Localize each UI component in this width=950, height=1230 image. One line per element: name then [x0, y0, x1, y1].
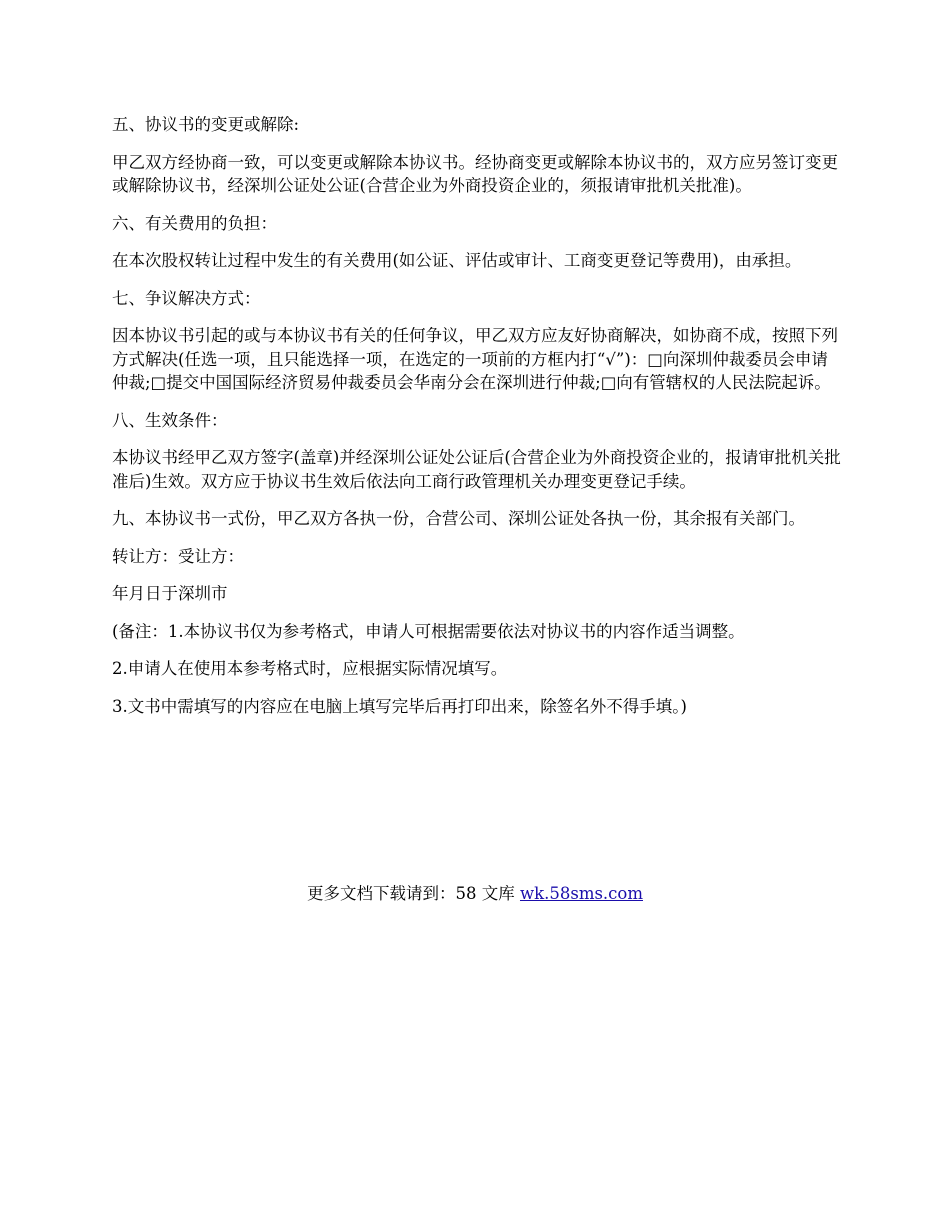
section-7-text: 因本协议书引起的或与本协议书有关的任何争议，甲乙双方应友好协商解决，如协商不成，按照下列方式解决(任选一项，且只能选择一项，在选定的一项前的方框内打“√”)：□向深圳仲裁委员会申请仲裁;□提交中国国际经济贸易仲裁委员会华南分会在深圳进行仲裁;□向有管辖权的人民法院起诉。	[112, 326, 838, 392]
note-1: (备注：1.本协议书仅为参考格式，申请人可根据需要依法对协议书的内容作适当调整。	[112, 621, 745, 641]
section-5-heading: 五、协议书的变更或解除:	[112, 115, 300, 134]
section-7-heading: 七、争议解决方式：	[112, 288, 261, 308]
parties-line: 转让方：受让方：	[112, 546, 244, 566]
footer-link[interactable]: wk.58sms.com	[519, 884, 643, 903]
section-6-text: 在本次股权转让过程中发生的有关费用(如公证、评估或审计、工商变更登记等费用)，由承担。	[112, 251, 802, 270]
download-footer	[0, 882, 950, 905]
section-6-heading: 六、有关费用的负担：	[112, 213, 277, 233]
document-body	[112, 113, 842, 732]
section-5-text: 甲乙双方经协商一致，可以变更或解除本协议书。经协商变更或解除本协议书的，双方应另签订变更或解除协议书，经深圳公证处公证(合营企业为外商投资企业的，须报请审批机关批准)。	[112, 152, 838, 195]
section-9-text: 九、本协议书一式份，甲乙双方各执一份，合营公司、深圳公证处各执一份，其余报有关部门。	[112, 509, 805, 528]
footer-text: 更多文档下载请到：58 文库	[306, 884, 520, 903]
section-8-text: 本协议书经甲乙双方签字(盖章)并经深圳公证处公证后(合营企业为外商投资企业的，报请审批机关批准后)生效。双方应于协议书生效后依法向工商行政管理机关办理变更登记手续。	[112, 448, 841, 491]
note-3: 3.文书中需填写的内容应在电脑上填写完毕后再打印出来，除签名外不得手填。)	[112, 696, 687, 716]
date-place-line: 年月日于深圳市	[112, 584, 228, 603]
note-2: 2.申请人在使用本参考格式时，应根据实际情况填写。	[112, 659, 508, 678]
section-8-heading: 八、生效条件：	[112, 410, 228, 430]
